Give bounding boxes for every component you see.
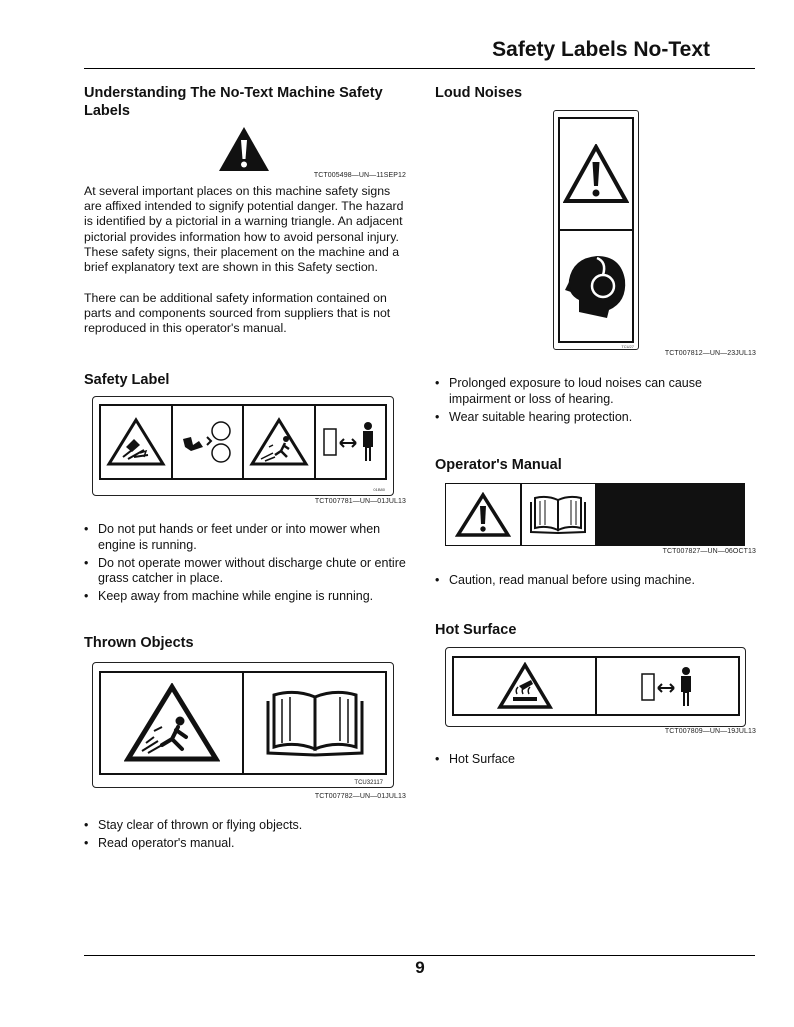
operators-manual-bullets [433, 573, 753, 591]
operators-manual-heading: Operator's Manual [435, 457, 562, 473]
figure-code: TCT005498—UN—11SEP12 [313, 172, 406, 179]
book-icon [522, 484, 596, 545]
label-code: TCU27 [621, 344, 634, 349]
thrown-objects-decal [92, 662, 394, 788]
list-item: • Keep away from machine while engine is running. [82, 589, 407, 605]
rotating-blade-icon [173, 406, 245, 478]
book-icon [244, 673, 385, 773]
intro-paragraph: At several important places on this machine safety signs are affixed intended to signify potential danger. The hazard is identified by a pictorial in a warning triangle. An adjacent pictorial provides information how to avoid personal injury. These safety signs, their placement on the machine and a brief explanatory text are shown in this Safety section. [84, 184, 404, 275]
safety-label-heading: Safety Label [84, 372, 170, 388]
page-number: 9 [415, 958, 425, 977]
foot-cut-warning-icon [101, 406, 173, 478]
general-warning-icon [218, 126, 270, 172]
loud-noises-heading: Loud Noises [435, 85, 523, 101]
thrown-objects-warning-icon [101, 673, 244, 773]
figure-code: TCT007809—UN—19JUL13 [664, 728, 756, 735]
safety-label-bullets [82, 522, 407, 607]
page-title: Safety Labels No-Text [492, 38, 710, 61]
list-item: • Prolonged exposure to loud noises can cause impairment or loss of hearing. [433, 376, 753, 407]
warning-triangle-icon [560, 119, 632, 231]
figure-code: TCT007827—UN—06OCT13 [662, 548, 756, 555]
label-code: 01B80 [373, 487, 385, 492]
additional-info-paragraph: There can be additional safety information contained on parts and components sourced from suppliers that is not reproduced in this operator's manual. [84, 291, 391, 336]
thrown-objects-heading: Thrown Objects [84, 635, 194, 651]
figure-code: TCT007782—UN—01JUL13 [314, 793, 406, 800]
loud-noises-decal [553, 110, 639, 350]
header-rule [84, 68, 755, 69]
list-item: • Read operator's manual. [82, 836, 407, 852]
list-item: • Caution, read manual before using machine. [433, 573, 753, 589]
warning-triangle-icon [446, 484, 522, 545]
figure-code: TCT007781—UN—01JUL13 [314, 498, 406, 505]
hot-surface-heading: Hot Surface [435, 622, 517, 638]
figure-code: TCT007812—UN—23JUL13 [664, 350, 756, 357]
footer-rule [84, 955, 755, 956]
operators-manual-decal [445, 483, 745, 546]
list-item: • Wear suitable hearing protection. [433, 410, 753, 426]
safety-label-decal [92, 396, 394, 496]
list-item: • Do not operate mower without discharge chute or entire grass catcher in place. [82, 556, 407, 587]
hearing-protection-icon [560, 231, 632, 341]
hot-surface-bullets [433, 752, 753, 770]
thrown-objects-bullets [82, 818, 407, 854]
label-code: TCU32117 [354, 780, 383, 786]
list-item: • Hot Surface [433, 752, 753, 768]
keep-distance-icon [597, 658, 738, 714]
loud-noises-bullets [433, 376, 753, 428]
hot-surface-decal [445, 647, 746, 727]
list-item: • Stay clear of thrown or flying objects. [82, 818, 407, 834]
keep-distance-icon [316, 406, 386, 478]
list-item: • Do not put hands or feet under or into mower when engine is running. [82, 522, 407, 553]
thrown-objects-warning-icon [244, 406, 316, 478]
understanding-heading: Understanding The No-Text Machine Safety Labels [84, 85, 383, 119]
hot-surface-warning-icon [454, 658, 597, 714]
